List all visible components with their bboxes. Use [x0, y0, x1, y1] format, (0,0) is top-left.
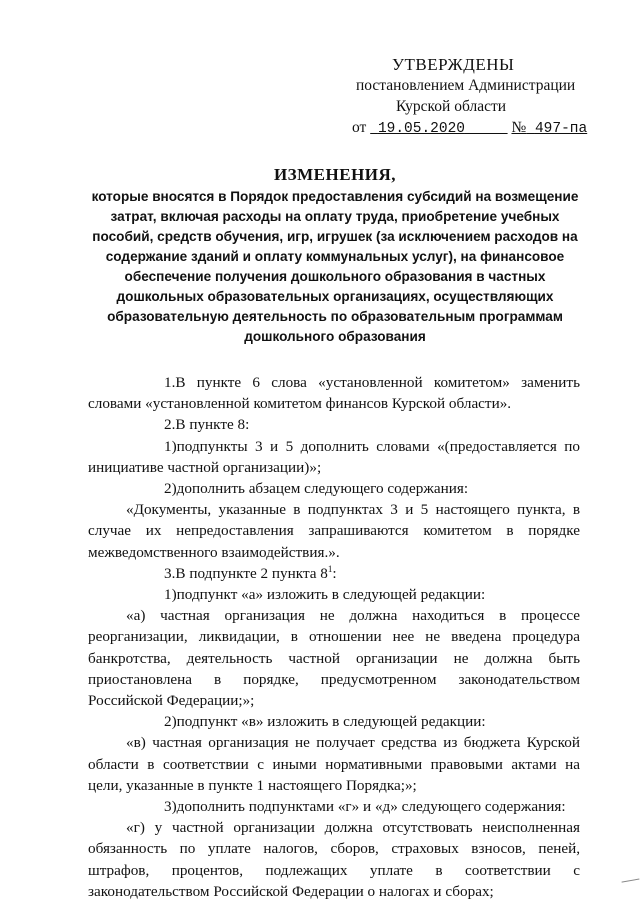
number-value: 497-па: [534, 121, 588, 137]
approval-issuer: постановлением Администрации: [356, 77, 576, 94]
paragraph-12: [88, 817, 580, 902]
paragraph-text: дополнить подпунктами «г» и «д» следующего содержания:: [176, 798, 566, 816]
paragraph-text: подпункт «в» изложить в следующей редакции:: [176, 713, 486, 731]
paragraph-4: [88, 478, 580, 499]
paragraph-9: [88, 711, 580, 732]
paragraph-number: 1): [164, 437, 177, 455]
heading-subtitle: которые вносятся в Порядок предоставления субсидий на возмещение затрат, включая расходы на оплату труда, приобретение учебных пособий, средств обучения, игр, игрушек (за исключением расходов на содержание зданий и оплату коммунальных услуг), на финансовое обеспечение получения дошкольного образования в частных дошкольных образовательных организациях, осуществляющих образовательную деятельность по образовательным программам дошкольного образования: [91, 189, 579, 344]
paragraph-7: [88, 584, 580, 605]
approval-title: УТВЕРЖДЕНЫ: [392, 55, 515, 74]
paragraph-text: «а) частная организация не должна находиться в процессе реорганизации, ликвидации, в отношении нее не введена процедура банкротства, деятельность частной организации не должна быть приостановлена в порядке, предусмотренном законодательством Российской Федерации;»;: [88, 607, 580, 710]
paragraph-number: 1.: [164, 374, 176, 391]
document-body: [88, 372, 580, 902]
paragraph-1: [88, 372, 580, 414]
approval-block: [352, 54, 592, 140]
paragraph-text: В пункте 8:: [175, 416, 250, 434]
heading-title: ИЗМЕНЕНИЯ,: [273, 165, 397, 184]
date-value: 19.05.2020: [377, 121, 465, 137]
paragraph-number: 2): [164, 480, 177, 498]
paragraph-text: «Документы, указанные в подпунктах 3 и 5 настоящего пункта, в случае их непредоставления запрашиваются комитетом в порядке межведомственного взаимодействия.».: [88, 501, 580, 561]
paragraph-text: подпункт «а» изложить в следующей редакции:: [176, 586, 486, 604]
scan-artifact: [622, 878, 640, 888]
paragraph-3: [88, 436, 580, 478]
approval-region: Курской области: [396, 98, 507, 115]
paragraph-5: [88, 499, 580, 563]
paragraph-6: [88, 563, 580, 584]
superscript: 1: [327, 563, 333, 574]
paragraph-text: дополнить абзацем следующего содержания:: [176, 480, 469, 498]
number-prefix: №: [511, 119, 527, 136]
paragraph-number: 2): [164, 713, 177, 731]
paragraph-2: [88, 414, 580, 435]
paragraph-number: 2.: [164, 416, 176, 434]
paragraph-number: 3): [164, 798, 177, 816]
document-heading: [80, 165, 590, 347]
paragraph-10: [88, 732, 580, 796]
paragraph-number: 1): [164, 586, 177, 604]
paragraph-8: [88, 605, 580, 711]
paragraph-number: 3.: [164, 564, 176, 582]
paragraph-text: «г) у частной организации должна отсутствовать неисполненная обязанность по уплате налогов, сборов, страховых взносов, пеней, штрафов, процентов, подлежащих уплате в соответствии с законодательством Российской Федерации о налогах и сборах;: [88, 819, 580, 900]
date-field: [370, 119, 507, 136]
paragraph-text: В подпункте 2 пункта 8: [175, 564, 328, 582]
paragraph-text: «в) частная организация не получает средства из бюджета Курской области в соответствии с иными нормативными правовыми актами на цели, указанные в пункте 1 настоящего Порядка;»;: [88, 734, 580, 794]
paragraph-tail: :: [332, 564, 337, 582]
approval-date-line: [352, 117, 592, 140]
paragraph-text: подпункты 3 и 5 дополнить словами «(предоставляется по инициативе частной организации)»;: [88, 437, 580, 476]
date-prefix: от: [352, 119, 367, 136]
paragraph-11: [88, 796, 580, 817]
paragraph-text: В пункте 6 слова «установленной комитетом» заменить словами «установленной комитетом финансов Курской области».: [88, 374, 580, 413]
